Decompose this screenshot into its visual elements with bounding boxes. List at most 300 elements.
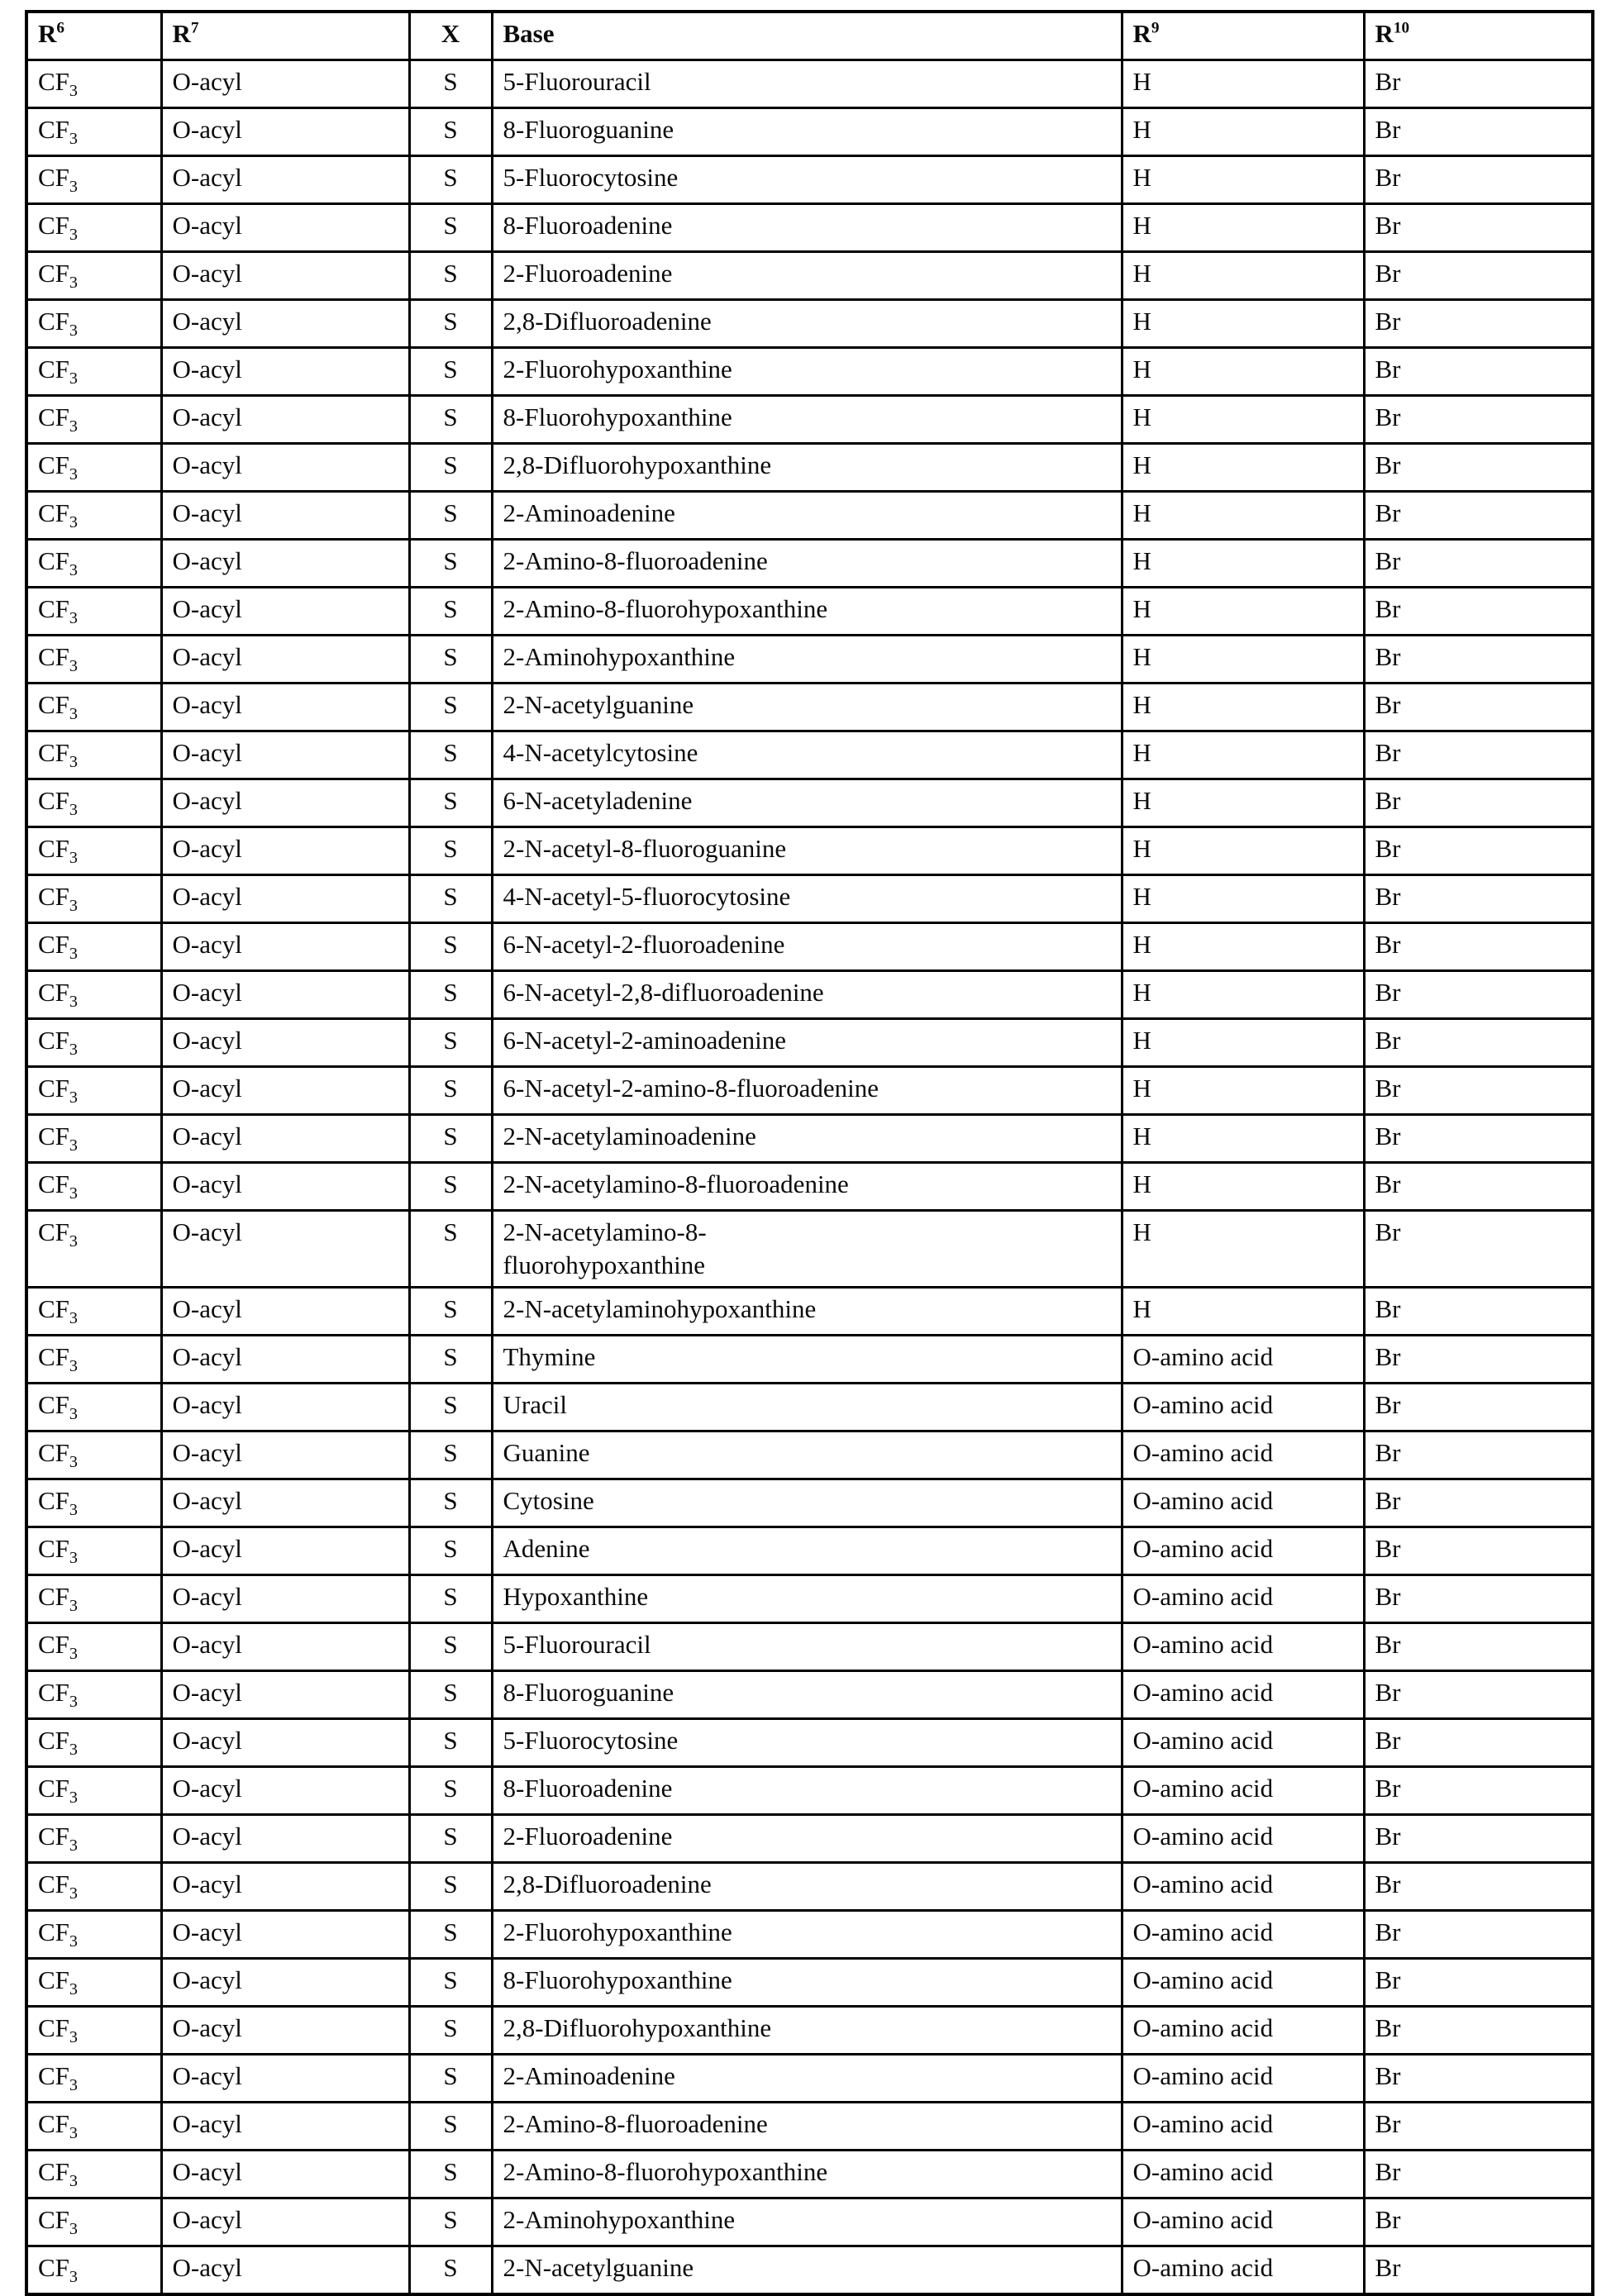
cell-base: Adenine	[492, 1527, 1122, 1575]
column-header-r10	[1364, 12, 1593, 60]
cell-r10: Br	[1364, 204, 1593, 252]
cell-r9: H	[1122, 1115, 1364, 1163]
cell-r9: O-amino acid	[1122, 1527, 1364, 1575]
cell-base: 2,8-Difluoroadenine	[492, 1863, 1122, 1911]
cell-r7: O-acyl	[161, 396, 409, 444]
cell-base: 2-Aminoadenine	[492, 2055, 1122, 2103]
cell-r10: Br	[1364, 492, 1593, 540]
cell-r10: Br	[1364, 1431, 1593, 1479]
column-header-r6-label: R	[38, 19, 57, 48]
cell-x: S	[409, 540, 492, 588]
table-row	[26, 2103, 1593, 2151]
table-row	[26, 875, 1593, 923]
cell-r10: Br	[1364, 2198, 1593, 2246]
cell-base: 2-N-acetylamino-8-fluoroadenine	[492, 1163, 1122, 1211]
cell-x: S	[409, 2151, 492, 2198]
column-header-r9-label: R	[1132, 19, 1151, 48]
table-row	[26, 1623, 1593, 1671]
table-row	[26, 1575, 1593, 1623]
table-row	[26, 2246, 1593, 2295]
cell-r9: O-amino acid	[1122, 1575, 1364, 1623]
cell-base: 2-Fluoroadenine	[492, 252, 1122, 300]
table-row	[26, 1815, 1593, 1863]
cell-r7: O-acyl	[161, 60, 409, 108]
cell-r7: O-acyl	[161, 2246, 409, 2295]
cell-r6: $CF_3$	[26, 2103, 161, 2151]
cell-r6: $CF_3$	[26, 540, 161, 588]
cell-r10: Br	[1364, 252, 1593, 300]
cell-r10: Br	[1364, 636, 1593, 684]
cell-r7: O-acyl	[161, 1863, 409, 1911]
cell-r7: O-acyl	[161, 1384, 409, 1431]
cell-base: 6-N-acetyl-2-aminoadenine	[492, 1019, 1122, 1067]
cell-r10: Br	[1364, 827, 1593, 875]
cell-base: Uracil	[492, 1384, 1122, 1431]
cell-r9: O-amino acid	[1122, 1384, 1364, 1431]
cell-base: 2-Aminohypoxanthine	[492, 636, 1122, 684]
cell-r9: H	[1122, 444, 1364, 492]
cell-r6: $CF_3$	[26, 396, 161, 444]
column-header-r9-superscript: 9	[1151, 19, 1160, 37]
cell-x: S	[409, 204, 492, 252]
cell-r7: O-acyl	[161, 2055, 409, 2103]
cell-r6: $CF_3$	[26, 875, 161, 923]
cell-r6: $CF_3$	[26, 2055, 161, 2103]
table-row	[26, 827, 1593, 875]
table-row	[26, 1336, 1593, 1384]
cell-r6: $CF_3$	[26, 444, 161, 492]
cell-r10: Br	[1364, 923, 1593, 971]
cell-r7: O-acyl	[161, 1211, 409, 1288]
cell-r7: O-acyl	[161, 1336, 409, 1384]
cell-r7: O-acyl	[161, 1575, 409, 1623]
cell-base: 2-N-acetylaminohypoxanthine	[492, 1288, 1122, 1336]
cell-r6: $CF_3$	[26, 731, 161, 779]
cell-base: 6-N-acetyl-2,8-difluoroadenine	[492, 971, 1122, 1019]
cell-x: S	[409, 1911, 492, 1959]
table-row	[26, 540, 1593, 588]
cell-x: S	[409, 1815, 492, 1863]
cell-r7: O-acyl	[161, 731, 409, 779]
cell-r9: H	[1122, 731, 1364, 779]
cell-r7: O-acyl	[161, 2151, 409, 2198]
cell-r6: $CF_3$	[26, 779, 161, 827]
cell-r9: O-amino acid	[1122, 2103, 1364, 2151]
cell-r7: O-acyl	[161, 1527, 409, 1575]
cell-r9: O-amino acid	[1122, 2198, 1364, 2246]
cell-x: S	[409, 636, 492, 684]
cell-x: S	[409, 779, 492, 827]
cell-x: S	[409, 1288, 492, 1336]
cell-r6: $CF_3$	[26, 1911, 161, 1959]
cell-x: S	[409, 1067, 492, 1115]
cell-x: S	[409, 492, 492, 540]
cell-r6: $CF_3$	[26, 492, 161, 540]
table-row	[26, 1911, 1593, 1959]
cell-x: S	[409, 1959, 492, 2007]
table-row	[26, 1163, 1593, 1211]
cell-base: 8-Fluoroguanine	[492, 108, 1122, 156]
cell-x: S	[409, 2103, 492, 2151]
cell-r6: $CF_3$	[26, 252, 161, 300]
cell-r6: $CF_3$	[26, 2246, 161, 2295]
cell-r9: O-amino acid	[1122, 1767, 1364, 1815]
cell-r10: Br	[1364, 2055, 1593, 2103]
cell-base: Guanine	[492, 1431, 1122, 1479]
cell-r10: Br	[1364, 1479, 1593, 1527]
cell-r7: O-acyl	[161, 156, 409, 204]
table-row	[26, 1479, 1593, 1527]
table-row	[26, 396, 1593, 444]
cell-r7: O-acyl	[161, 588, 409, 636]
cell-r9: O-amino acid	[1122, 1431, 1364, 1479]
table-row	[26, 2151, 1593, 2198]
cell-r6: $CF_3$	[26, 923, 161, 971]
cell-r6: $CF_3$	[26, 1019, 161, 1067]
cell-base: 2-Amino-8-fluoroadenine	[492, 2103, 1122, 2151]
table-row	[26, 252, 1593, 300]
cell-x: S	[409, 1163, 492, 1211]
cell-r10: Br	[1364, 1911, 1593, 1959]
table-row	[26, 1384, 1593, 1431]
table-row	[26, 1863, 1593, 1911]
table-row	[26, 2055, 1593, 2103]
table-row	[26, 1959, 1593, 2007]
cell-r10: Br	[1364, 588, 1593, 636]
cell-r6: $CF_3$	[26, 1163, 161, 1211]
cell-base: 5-Fluorouracil	[492, 60, 1122, 108]
column-header-r9	[1122, 12, 1364, 60]
cell-x: S	[409, 1575, 492, 1623]
cell-r7: O-acyl	[161, 1019, 409, 1067]
cell-base: 2-Amino-8-fluorohypoxanthine	[492, 2151, 1122, 2198]
cell-r9: O-amino acid	[1122, 2055, 1364, 2103]
cell-r7: O-acyl	[161, 779, 409, 827]
cell-r7: O-acyl	[161, 1623, 409, 1671]
cell-r10: Br	[1364, 300, 1593, 348]
table-row	[26, 588, 1593, 636]
cell-x: S	[409, 300, 492, 348]
cell-r6: $CF_3$	[26, 108, 161, 156]
cell-x: S	[409, 923, 492, 971]
cell-x: S	[409, 1479, 492, 1527]
cell-base: 2-Fluorohypoxanthine	[492, 348, 1122, 396]
cell-r7: O-acyl	[161, 1431, 409, 1479]
cell-r9: O-amino acid	[1122, 1479, 1364, 1527]
cell-base: Thymine	[492, 1336, 1122, 1384]
cell-r9: O-amino acid	[1122, 1911, 1364, 1959]
cell-r6: $CF_3$	[26, 1527, 161, 1575]
cell-r6: $CF_3$	[26, 1575, 161, 1623]
cell-r7: O-acyl	[161, 1067, 409, 1115]
cell-r9: H	[1122, 684, 1364, 731]
cell-r7: O-acyl	[161, 827, 409, 875]
cell-r6: $CF_3$	[26, 204, 161, 252]
cell-r6: $CF_3$	[26, 2198, 161, 2246]
cell-r7: O-acyl	[161, 2007, 409, 2055]
cell-r7: O-acyl	[161, 348, 409, 396]
cell-base: 2-Aminohypoxanthine	[492, 2198, 1122, 2246]
cell-base: 2-Fluorohypoxanthine	[492, 1911, 1122, 1959]
cell-r6: $CF_3$	[26, 1623, 161, 1671]
cell-r9: H	[1122, 923, 1364, 971]
cell-r6: $CF_3$	[26, 60, 161, 108]
cell-r7: O-acyl	[161, 540, 409, 588]
cell-x: S	[409, 1431, 492, 1479]
cell-r9: H	[1122, 204, 1364, 252]
cell-r6: $CF_3$	[26, 1959, 161, 2007]
cell-r7: O-acyl	[161, 636, 409, 684]
cell-r10: Br	[1364, 396, 1593, 444]
column-header-r6	[26, 12, 161, 60]
table-row	[26, 156, 1593, 204]
cell-base: 8-Fluoroguanine	[492, 1671, 1122, 1719]
cell-r7: O-acyl	[161, 1479, 409, 1527]
cell-base: 2-Amino-8-fluoroadenine	[492, 540, 1122, 588]
cell-base: 2-Aminoadenine	[492, 492, 1122, 540]
cell-r9: H	[1122, 156, 1364, 204]
cell-x: S	[409, 1211, 492, 1288]
cell-r9: H	[1122, 108, 1364, 156]
cell-base: 5-Fluorocytosine	[492, 1719, 1122, 1767]
table-row	[26, 492, 1593, 540]
cell-x: S	[409, 2198, 492, 2246]
cell-r10: Br	[1364, 1527, 1593, 1575]
cell-x: S	[409, 2246, 492, 2295]
cell-r7: O-acyl	[161, 300, 409, 348]
cell-base: 8-Fluoroadenine	[492, 1767, 1122, 1815]
cell-base: 2,8-Difluoroadenine	[492, 300, 1122, 348]
cell-r9: H	[1122, 779, 1364, 827]
column-header-r10-superscript: 10	[1393, 19, 1410, 37]
cell-r10: Br	[1364, 2103, 1593, 2151]
cell-r6: $CF_3$	[26, 156, 161, 204]
cell-r9: H	[1122, 636, 1364, 684]
cell-x: S	[409, 1719, 492, 1767]
cell-r10: Br	[1364, 2151, 1593, 2198]
cell-x: S	[409, 588, 492, 636]
cell-r10: Br	[1364, 684, 1593, 731]
cell-base: 8-Fluorohypoxanthine	[492, 396, 1122, 444]
cell-x: S	[409, 1336, 492, 1384]
cell-r6: $CF_3$	[26, 1336, 161, 1384]
cell-base: Cytosine	[492, 1479, 1122, 1527]
cell-r6: $CF_3$	[26, 1067, 161, 1115]
cell-r7: O-acyl	[161, 684, 409, 731]
cell-base: 6-N-acetyladenine	[492, 779, 1122, 827]
table-row	[26, 684, 1593, 731]
cell-r9: O-amino acid	[1122, 1719, 1364, 1767]
cell-r6: $CF_3$	[26, 1384, 161, 1431]
cell-r6: $CF_3$	[26, 1431, 161, 1479]
table-row	[26, 779, 1593, 827]
cell-r9: H	[1122, 60, 1364, 108]
cell-r7: O-acyl	[161, 2198, 409, 2246]
cell-r9: O-amino acid	[1122, 2007, 1364, 2055]
cell-r6: $CF_3$	[26, 300, 161, 348]
table-row	[26, 1115, 1593, 1163]
cell-base: 2,8-Difluorohypoxanthine	[492, 2007, 1122, 2055]
cell-r7: O-acyl	[161, 492, 409, 540]
cell-r6: $CF_3$	[26, 1719, 161, 1767]
table-row	[26, 1288, 1593, 1336]
cell-r6: $CF_3$	[26, 636, 161, 684]
table-row	[26, 923, 1593, 971]
cell-r6: $CF_3$	[26, 348, 161, 396]
cell-r9: H	[1122, 1211, 1364, 1288]
cell-x: S	[409, 156, 492, 204]
cell-r9: H	[1122, 1163, 1364, 1211]
cell-r7: O-acyl	[161, 1719, 409, 1767]
cell-r9: H	[1122, 971, 1364, 1019]
cell-x: S	[409, 684, 492, 731]
cell-r9: H	[1122, 1019, 1364, 1067]
cell-r10: Br	[1364, 731, 1593, 779]
cell-r9: O-amino acid	[1122, 1623, 1364, 1671]
cell-r6: $CF_3$	[26, 2007, 161, 2055]
cell-r9: O-amino acid	[1122, 1671, 1364, 1719]
cell-r9: H	[1122, 588, 1364, 636]
cell-r7: O-acyl	[161, 1115, 409, 1163]
cell-r7: O-acyl	[161, 204, 409, 252]
table-row	[26, 1671, 1593, 1719]
cell-x: S	[409, 348, 492, 396]
cell-x: S	[409, 1671, 492, 1719]
table-row	[26, 636, 1593, 684]
cell-r7: O-acyl	[161, 1288, 409, 1336]
cell-x: S	[409, 827, 492, 875]
table-row	[26, 1211, 1593, 1288]
table-row	[26, 444, 1593, 492]
table-header-row	[26, 12, 1593, 60]
cell-r9: H	[1122, 252, 1364, 300]
cell-r10: Br	[1364, 1336, 1593, 1384]
cell-r10: Br	[1364, 1067, 1593, 1115]
table-row	[26, 60, 1593, 108]
cell-r7: O-acyl	[161, 1671, 409, 1719]
cell-base: 8-Fluorohypoxanthine	[492, 1959, 1122, 2007]
column-header-r7-label: R	[172, 19, 191, 48]
cell-r10: Br	[1364, 875, 1593, 923]
cell-r7: O-acyl	[161, 875, 409, 923]
table-row	[26, 2007, 1593, 2055]
cell-r9: H	[1122, 396, 1364, 444]
cell-r10: Br	[1364, 1384, 1593, 1431]
cell-x: S	[409, 252, 492, 300]
cell-r9: H	[1122, 827, 1364, 875]
table-row	[26, 1067, 1593, 1115]
column-header-x-label: X	[441, 19, 460, 48]
column-header-r7-superscript: 7	[190, 19, 199, 37]
cell-r10: Br	[1364, 156, 1593, 204]
table-row	[26, 1019, 1593, 1067]
cell-base: 8-Fluoroadenine	[492, 204, 1122, 252]
cell-r7: O-acyl	[161, 2103, 409, 2151]
cell-r10: Br	[1364, 1815, 1593, 1863]
cell-r7: O-acyl	[161, 444, 409, 492]
cell-r10: Br	[1364, 1623, 1593, 1671]
cell-r6: $CF_3$	[26, 588, 161, 636]
table-row	[26, 1431, 1593, 1479]
cell-base: 2-Fluoroadenine	[492, 1815, 1122, 1863]
cell-r10: Br	[1364, 60, 1593, 108]
cell-x: S	[409, 396, 492, 444]
cell-r9: H	[1122, 1067, 1364, 1115]
cell-r10: Br	[1364, 1211, 1593, 1288]
cell-base: 4-N-acetylcytosine	[492, 731, 1122, 779]
cell-r10: Br	[1364, 1115, 1593, 1163]
cell-x: S	[409, 971, 492, 1019]
cell-r6: $CF_3$	[26, 1479, 161, 1527]
cell-r7: O-acyl	[161, 1815, 409, 1863]
table-row	[26, 108, 1593, 156]
cell-r9: O-amino acid	[1122, 1336, 1364, 1384]
cell-x: S	[409, 1527, 492, 1575]
cell-r6: $CF_3$	[26, 1115, 161, 1163]
cell-r10: Br	[1364, 1959, 1593, 2007]
substituent-table	[25, 10, 1594, 2296]
cell-base: Hypoxanthine	[492, 1575, 1122, 1623]
cell-r10: Br	[1364, 2007, 1593, 2055]
cell-base: 5-Fluorocytosine	[492, 156, 1122, 204]
cell-r10: Br	[1364, 540, 1593, 588]
cell-base: 2,8-Difluorohypoxanthine	[492, 444, 1122, 492]
cell-base: 2-Amino-8-fluorohypoxanthine	[492, 588, 1122, 636]
cell-base: 2-N-acetylguanine	[492, 2246, 1122, 2295]
cell-x: S	[409, 444, 492, 492]
cell-r6: $CF_3$	[26, 1815, 161, 1863]
table-row	[26, 1767, 1593, 1815]
cell-x: S	[409, 1115, 492, 1163]
cell-r10: Br	[1364, 1671, 1593, 1719]
cell-r9: O-amino acid	[1122, 2246, 1364, 2295]
cell-r6: $CF_3$	[26, 971, 161, 1019]
cell-r9: O-amino acid	[1122, 1815, 1364, 1863]
cell-r6: $CF_3$	[26, 1767, 161, 1815]
cell-r7: O-acyl	[161, 923, 409, 971]
cell-base: 2-N-acetylaminoadenine	[492, 1115, 1122, 1163]
cell-r9: H	[1122, 492, 1364, 540]
cell-base: 6-N-acetyl-2-amino-8-fluoroadenine	[492, 1067, 1122, 1115]
cell-x: S	[409, 1767, 492, 1815]
cell-base: 2-N-acetylguanine	[492, 684, 1122, 731]
cell-base: 6-N-acetyl-2-fluoroadenine	[492, 923, 1122, 971]
cell-x: S	[409, 1623, 492, 1671]
cell-r7: O-acyl	[161, 1959, 409, 2007]
cell-r9: H	[1122, 348, 1364, 396]
table-row	[26, 348, 1593, 396]
cell-r9: H	[1122, 300, 1364, 348]
cell-r7: O-acyl	[161, 1911, 409, 1959]
cell-r6: $CF_3$	[26, 1863, 161, 1911]
column-header-base	[492, 12, 1122, 60]
cell-r9: O-amino acid	[1122, 2151, 1364, 2198]
cell-r7: O-acyl	[161, 1767, 409, 1815]
cell-r9: H	[1122, 875, 1364, 923]
cell-r10: Br	[1364, 2246, 1593, 2295]
table-row	[26, 1719, 1593, 1767]
cell-base: 5-Fluorouracil	[492, 1623, 1122, 1671]
cell-r10: Br	[1364, 348, 1593, 396]
column-header-r10-label: R	[1375, 19, 1394, 48]
cell-r6: $CF_3$	[26, 1671, 161, 1719]
cell-r7: O-acyl	[161, 971, 409, 1019]
cell-r6: $CF_3$	[26, 1211, 161, 1288]
cell-r9: O-amino acid	[1122, 1863, 1364, 1911]
cell-r9: H	[1122, 1288, 1364, 1336]
column-header-r7	[161, 12, 409, 60]
cell-x: S	[409, 731, 492, 779]
